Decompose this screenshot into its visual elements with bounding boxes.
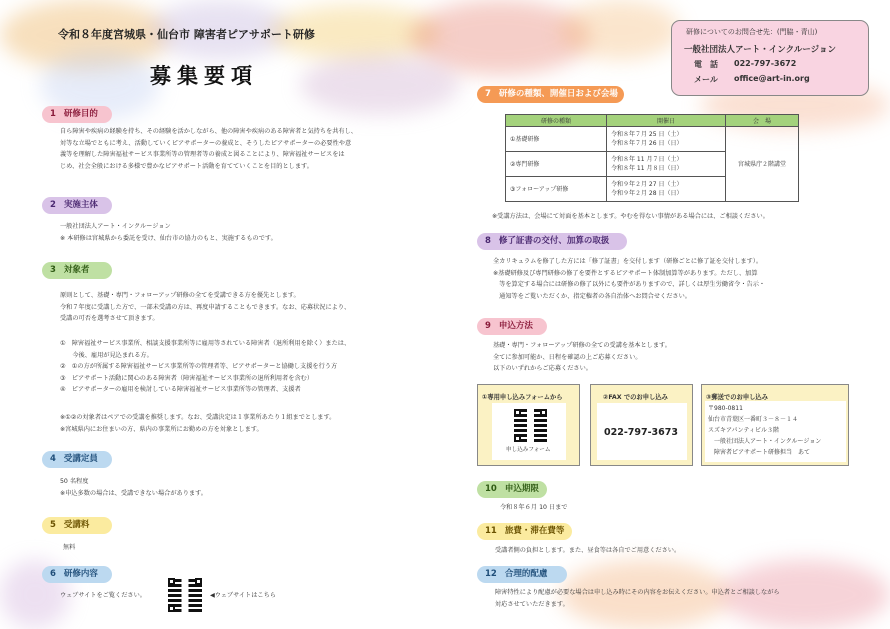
mail-address-lines: 〒980-0811 仙台市青葉区一番町３－８－１４ スズキアパンティビル３階 一般社団法人アート・インクルージョン 障害者ピアサポート研修担当 あて xyxy=(708,405,822,456)
website-arrow-text[interactable]: ◀ウェブサイトはこちら xyxy=(210,592,276,599)
venue-cell: 宮城県庁２階講堂 xyxy=(726,127,799,202)
organizer-text: 一般社団法人アート・インクルージョン ※ 本研修は宮城県から委託を受け、仙台市の協力のもと、実施するものです。 xyxy=(60,223,277,242)
deadline-text: 令和８年６月 10 日まで xyxy=(500,504,568,511)
website-qr-code[interactable] xyxy=(168,578,202,612)
mail-address[interactable]: office@art-in.org xyxy=(734,74,810,83)
section-header-content: 6 研修内容 xyxy=(42,566,112,583)
section-header-accommodation: 12 合理的配慮 xyxy=(477,566,567,583)
contact-org: 一般社団法人アート・インクルージョン xyxy=(684,45,836,55)
contact-box xyxy=(671,20,869,96)
content-text: ウェブサイトをご覧ください。 xyxy=(60,592,146,599)
fee-text: 無料 xyxy=(63,544,76,551)
section-header-purpose: 1 研修目的 xyxy=(42,106,112,123)
section-header-fee: 5 受講料 xyxy=(42,517,112,534)
apply-fax-box xyxy=(590,384,693,466)
section-header-eligibility: 3 対象者 xyxy=(42,262,112,279)
table-row: ①基礎研修 令和８年７月 25 日（土） 令和８年７月 26 日（日） 宮城県庁２階講堂 xyxy=(506,127,799,152)
section-header-schedule: 7 研修の種類、開催日および会場 xyxy=(477,86,624,103)
mail-label: メール xyxy=(694,75,718,84)
section-header-organizer: 2 実施主体 xyxy=(42,197,112,214)
tel-number: 022-797-3672 xyxy=(734,59,797,68)
apply-fax-label: ②FAX でのお申し込み xyxy=(603,394,668,401)
application-form-qr-code[interactable] xyxy=(514,409,547,442)
apply-form-label: ①専用申し込みフォームから xyxy=(482,394,563,401)
certificate-text: 全カリキュラムを修了した方には「修了証書」を交付します（研修ごとに修了証を交付します）。 ※基礎研修及び専門研修の修了を要件とするピアサポート体制加算等があります。ただし、加算 等を算定する場合には研修の修了以外にも要件がありますので、詳しくは厚生労働省令・告示・ 通知等をご覧いただくか、指定権者の各自治体へお問合せください。 xyxy=(493,258,766,300)
section-header-deadline: 10 申込期限 xyxy=(477,481,547,498)
paint-decoration xyxy=(300,55,460,115)
accommodation-text: 障害特性により配慮が必要な場合は申し込み時にその内容をお伝えください。申込者とご相談しながら 対応させていただきます。 xyxy=(495,589,780,608)
apply-mail-box xyxy=(701,384,849,466)
apply-form-caption: 申し込みフォーム xyxy=(506,447,551,453)
eligibility-text: 原則として、基礎・専門・フォローアップ研修の全てを受講できる方を優先とします。 令和７年度に受講した方で、一部未受講の方は、再度申請することもできます。なお、応募状況により、 受講の可否を選考させて頂きます。 xyxy=(60,292,351,322)
paint-decoration xyxy=(560,0,680,60)
capacity-text: 50 名程度 ※申込多数の場合は、受講できない場合があります。 xyxy=(60,478,207,497)
section-header-capacity: 4 受講定員 xyxy=(42,451,112,468)
section-header-travel: 11 旅費・滞在費等 xyxy=(477,523,572,540)
table-row: ③フォローアップ研修 令和９年２月 27 日（土） 令和９年２月 28 日（日） xyxy=(506,177,799,202)
contact-heading: 研修についてのお問合せ先：(門脇・青山) xyxy=(686,28,818,36)
section-header-application: 9 申込方法 xyxy=(477,318,547,335)
schedule-table xyxy=(505,114,799,202)
table-row: ②専門研修 令和８年 11 月７日（土） 令和８年 11 月８日（日） xyxy=(506,152,799,177)
section-header-certificate: 8 修了証書の交付、加算の取扱 xyxy=(477,233,627,250)
eligibility-notes: ※①②の対象者はペアでの受講を推奨します。なお、受講決定は１事業所あたり１組までとします。 ※宮城県内にお住まいの方、県内の事業所にお勤めの方を対象とします。 xyxy=(60,414,336,433)
page-title: 募集要項 xyxy=(150,64,258,88)
schedule-note: ※受講方法は、会場にて対面を基本とします。やむを得ない事情がある場合には、ご相談ください。 xyxy=(492,213,769,220)
application-text: 基礎・専門・フォローアップ研修の全ての受講を基本とします。 全てに参加可能か、日程を確認の上ご応募ください。 以下のいずれからご応募ください。 xyxy=(493,342,671,372)
travel-text: 受講者側の負担とします。また、昼食等は各自でご用意ください。 xyxy=(495,547,681,554)
table-header-row: 研修の種類 開催日 会 場 xyxy=(506,115,799,127)
apply-mail-label: ③郵送でのお申し込み xyxy=(706,394,769,401)
apply-form-box xyxy=(477,384,580,466)
fax-number: 022-797-3673 xyxy=(604,427,678,438)
tel-label: 電 話 xyxy=(694,60,718,69)
purpose-text: 自ら障害や疾病の経験を持ち、その経験を活かしながら、他の障害や疾病のある障害者と気持ちを共有し、 対等な立場でともに考え、活動していくピアサポーターの養成と、そうしたピアサポーターの必要性や意 義等を理解した障害福祉サービス事業所等の管理者等の養成と図ることにより、障害福祉サービスをは じめ、社会全般における多様で豊かなピアサポート活動を育てていくことを目的とします。 xyxy=(60,128,357,170)
page-subtitle: 令和８年度宮城県・仙台市 障害者ピアサポート研修 xyxy=(58,28,315,41)
eligibility-list: ① 障害福祉サービス事業所、相談支援事業所等に雇用等されている障害者（退所利用を除く）または、 今後、雇用が見込まれる方。 ② ①の方が所属する障害福祉サービス事業所等の管理者等、ピアサポーターと協働し支援を行う方 ③ ピアサポート活動に関心のある障害者（障害福祉サービス事業所の退所利用者を含む） ④ ピアサポーターの雇用を検討している障害福祉サービス事業所等の管理者、支援者 xyxy=(60,340,351,393)
